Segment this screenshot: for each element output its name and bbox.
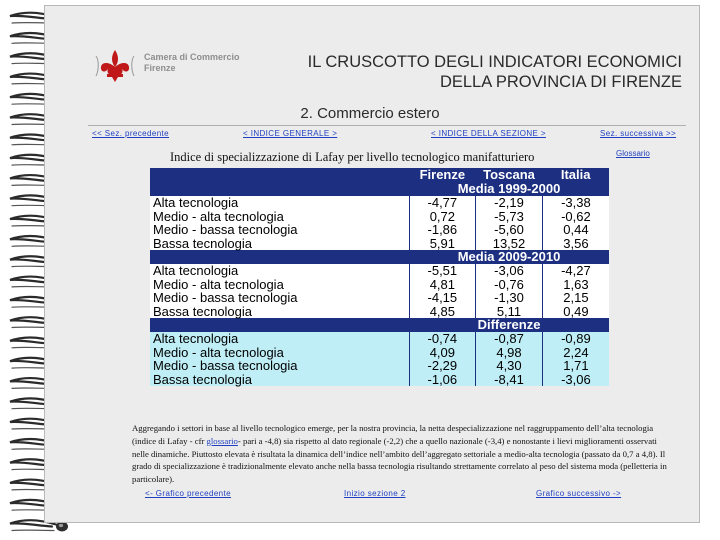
row-label: Medio - alta tecnologia — [150, 278, 409, 292]
cell-toscana: -5,73 — [476, 210, 543, 224]
page-title-line-1: IL CRUSCOTTO DEGLI INDICATORI ECONOMICI — [307, 53, 682, 71]
group-heading-1999-2000: Media 1999-2000 — [409, 182, 609, 196]
row-label: Bassa tecnologia — [150, 305, 409, 319]
table-row — [150, 264, 609, 278]
group-header-row — [150, 182, 609, 196]
chamber-logo — [92, 48, 242, 88]
row-label: Medio - alta tecnologia — [150, 210, 409, 224]
cell-toscana: 4,98 — [476, 346, 543, 360]
table-row — [150, 223, 609, 237]
commentary-part-1: Aggregando i settori in base al livello tecnologico emerge, per la nostra provincia, la netta despecializzazione nel raggruppamento dell’alta tecnologia (indice di Lafay - cfr — [132, 423, 654, 446]
header-blank-cell — [150, 168, 409, 182]
section-start-link[interactable]: Inizio sezione 2 — [344, 489, 406, 498]
table-header-row — [150, 168, 609, 182]
row-label: Medio - bassa tecnologia — [150, 223, 409, 237]
cell-toscana: 5,11 — [476, 305, 543, 319]
table-row — [150, 359, 609, 373]
cell-toscana: -8,41 — [476, 373, 543, 387]
page-title-line-2: DELLA PROVINCIA DI FIRENZE — [439, 73, 682, 91]
column-header-toscana: Toscana — [476, 168, 543, 182]
cell-firenze: 4,81 — [409, 278, 476, 292]
commentary-part-2: - pari a -4,8) sia rispetto al dato regionale (-2,2) che a quello nazionale (-3,4) e nonostante i lievi miglioramenti osservati nelle dinamiche. Piuttosto elevata è risultata la dinamica dell’indice nell’ambito dell’aggregato settoriale a medio-alta tecnologia (passato da 0,7 a 4,8). Il grado di specializzazione è tradizionalmente elevato anche nella bassa tecnologia risultando strettamente correlato al peso del sistema moda (pelletteria in particolare). — [132, 435, 667, 485]
column-header-italia: Italia — [542, 168, 609, 182]
cell-firenze: -1,86 — [409, 223, 476, 237]
cell-firenze: 4,09 — [409, 346, 476, 360]
cell-italia: -4,27 — [542, 264, 609, 278]
table-row — [150, 373, 609, 387]
row-label: Alta tecnologia — [150, 196, 409, 210]
cell-italia: 3,56 — [542, 237, 609, 251]
logo-line-2: Firenze — [144, 63, 176, 73]
prev-chart-link[interactable]: <- Grafico precedente — [145, 489, 231, 498]
next-section-link[interactable]: Sez. successiva >> — [600, 129, 677, 138]
table-row — [150, 291, 609, 305]
row-label: Alta tecnologia — [150, 332, 409, 346]
cell-italia: -3,06 — [542, 373, 609, 387]
page-title — [242, 52, 682, 92]
group-heading-2009-2010: Media 2009-2010 — [409, 250, 609, 264]
cell-italia: 1,71 — [542, 359, 609, 373]
cell-italia: 0,49 — [542, 305, 609, 319]
table-row — [150, 332, 609, 346]
commentary-text — [132, 422, 672, 486]
cell-italia: -0,89 — [542, 332, 609, 346]
cell-toscana: -3,06 — [476, 264, 543, 278]
table-row — [150, 196, 609, 210]
prev-section-link[interactable]: << Sez. precedente — [92, 129, 170, 138]
cell-firenze: -4,77 — [409, 196, 476, 210]
table-title: Indice di specializzazione di Lafay per livello tecnologico manifatturiero — [170, 150, 535, 164]
section-index-link[interactable]: < INDICE DELLA SEZIONE > — [431, 129, 546, 138]
cell-toscana: -5,60 — [476, 223, 543, 237]
table-row — [150, 305, 609, 319]
cell-firenze: -5,51 — [409, 264, 476, 278]
cell-italia: -3,38 — [542, 196, 609, 210]
row-label: Medio - bassa tecnologia — [150, 359, 409, 373]
cell-italia: 1,63 — [542, 278, 609, 292]
group-header-row — [150, 250, 609, 264]
row-label: Bassa tecnologia — [150, 237, 409, 251]
cell-firenze: -1,06 — [409, 373, 476, 387]
cell-toscana: -2,19 — [476, 196, 543, 210]
cell-toscana: -0,87 — [476, 332, 543, 346]
cell-toscana: -1,30 — [476, 291, 543, 305]
cell-firenze: 4,85 — [409, 305, 476, 319]
cell-toscana: 4,30 — [476, 359, 543, 373]
nav-divider — [88, 125, 686, 126]
cell-italia: 2,15 — [542, 291, 609, 305]
cell-toscana: -0,76 — [476, 278, 543, 292]
cell-firenze: 0,72 — [409, 210, 476, 224]
general-index-link[interactable]: < INDICE GENERALE > — [243, 129, 338, 138]
cell-firenze: -0,74 — [409, 332, 476, 346]
table-row — [150, 237, 609, 251]
table-row — [150, 210, 609, 224]
table-row — [150, 346, 609, 360]
commentary-glossary-link[interactable]: glossario — [206, 435, 238, 446]
logo-text — [144, 52, 240, 74]
group-heading-differenze: Differenze — [409, 318, 609, 332]
row-label: Medio - alta tecnologia — [150, 346, 409, 360]
cell-italia: 0,44 — [542, 223, 609, 237]
row-label: Alta tecnologia — [150, 264, 409, 278]
group-header-row — [150, 318, 609, 332]
section-title: 2. Commercio estero — [300, 105, 440, 122]
fleur-de-lis-icon — [92, 48, 138, 84]
column-header-firenze: Firenze — [409, 168, 476, 182]
cell-firenze: 5,91 — [409, 237, 476, 251]
cell-italia: 2,24 — [542, 346, 609, 360]
table-row — [150, 278, 609, 292]
logo-line-1: Camera di Commercio — [144, 52, 240, 62]
next-chart-link[interactable]: Grafico successivo -> — [536, 489, 622, 498]
glossary-link[interactable]: Glossario — [616, 149, 650, 158]
cell-firenze: -4,15 — [409, 291, 476, 305]
cell-toscana: 13,52 — [476, 237, 543, 251]
row-label: Medio - bassa tecnologia — [150, 291, 409, 305]
cell-firenze: -2,29 — [409, 359, 476, 373]
cell-italia: -0,62 — [542, 210, 609, 224]
lafay-index-table — [150, 168, 609, 386]
row-label: Bassa tecnologia — [150, 373, 409, 387]
